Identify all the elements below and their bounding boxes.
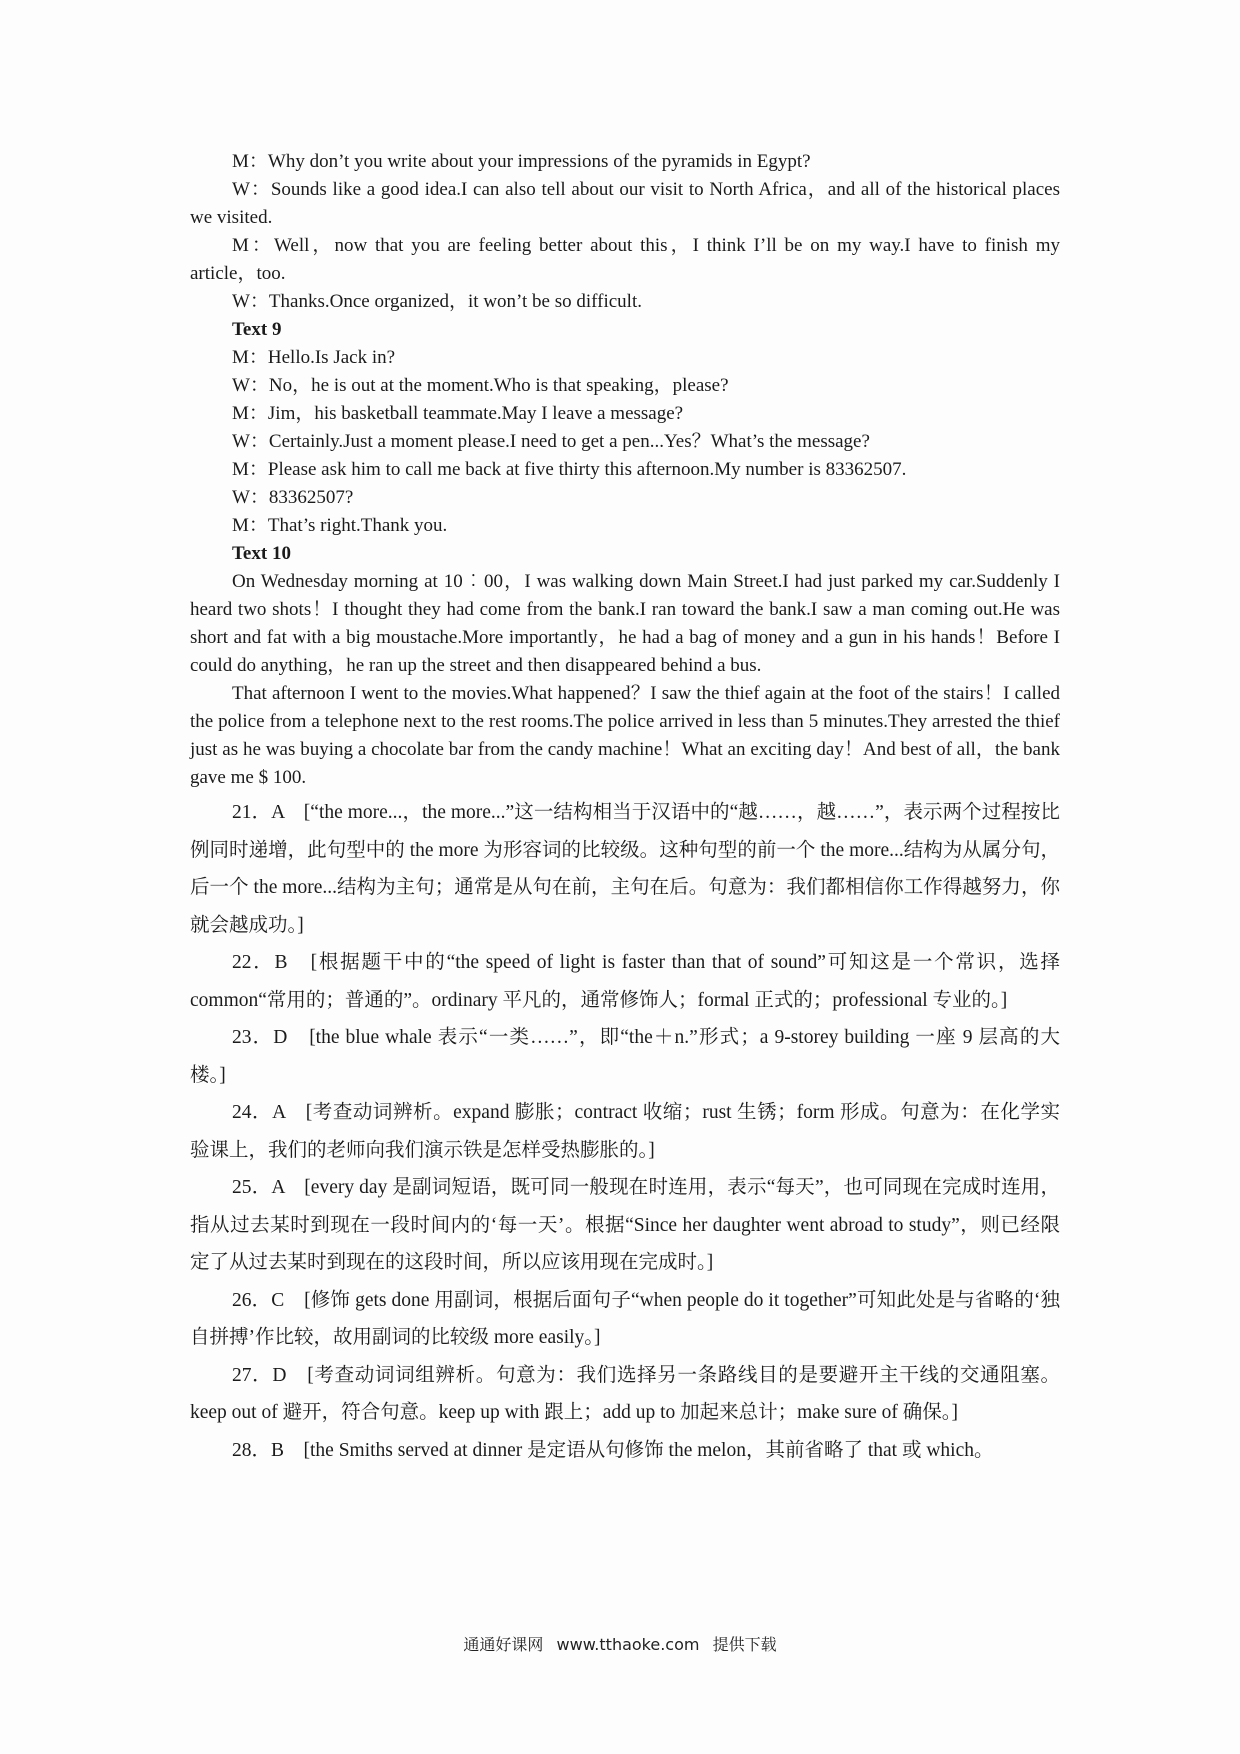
answer-item: 27．D [考查动词词组辨析。句意为：我们选择另一条路线目的是要避开主干线的交通阻塞。keep out of 避开，符合句意。keep up with 跟上；add up to 加起来总计；make sure of 确保。] [190,1364,1060,1423]
transcript-line: M：Hello.Is Jack in? [232,347,396,368]
footer-suffix: 提供下载 [712,1635,777,1654]
answer-item: 25．A [every day 是副词短语，既可同一般现在时连用，表示“每天”，也可同现在完成时连用，指从过去某时到现在一段时间内的‘每一天’。根据“Since her daughter went abroad to study”，则已经限定了从过去某时到现在的这段时间，所以应该用现在完成时。] [190,1177,1060,1273]
page-content [190,148,1060,1469]
listening-transcript [190,148,1060,792]
transcript-line: W：Thanks.Once organized，it won’t be so difficult. [232,291,642,312]
transcript-line: That afternoon I went to the movies.What happened？I saw the thief again at the foot of the stairs！I called the police from a telephone next to the rest rooms.The police arrived in less than 5 minutes.They arrested the thief just as he was buying a chocolate bar from the candy machine！What an exciting day！And best of all，the bank gave me $ 100. [190,683,1060,788]
transcript-line: M：Please ask him to call me back at five thirty this afternoon.My number is 83362507. [232,459,907,480]
answer-explanations [190,794,1060,1469]
answer-item: 24．A [考查动词辨析。expand 膨胀；contract 收缩；rust 生锈；form 形成。句意为：在化学实验课上，我们的老师向我们演示铁是怎样受热膨胀的。] [190,1102,1060,1161]
footer-site-name: 通通好课网 [463,1635,544,1654]
transcript-line: W：No，he is out at the moment.Who is that speaking，please? [232,375,729,396]
transcript-line: M：That’s right.Thank you. [232,515,448,536]
page-footer [0,1632,1240,1655]
transcript-line: W：Sounds like a good idea.I can also tell about our visit to North Africa，and all of the historical places we visited. [190,179,1060,228]
transcript-line: M：Jim，his basketball teammate.May I leave a message? [232,403,684,424]
section-heading: Text 10 [232,543,291,564]
answer-item: 28．B [the Smiths served at dinner 是定语从句修饰 the melon，其前省略了 that 或 which。 [232,1439,994,1461]
answer-item: 26．C [修饰 gets done 用副词，根据后面句子“when people do it together”可知此处是与省略的‘独自拼搏’作比较，故用副词的比较级 more easily。] [190,1289,1060,1348]
section-heading: Text 9 [232,319,282,340]
answer-item: 23．D [the blue whale 表示“一类……”，即“the＋n.”形式；a 9-storey building 一座 9 层高的大楼。] [190,1027,1060,1086]
answer-item: 22．B [根据题干中的“the speed of light is faster than that of sound”可知这是一个常识，选择 common“常用的；普通的”。ordinary 平凡的，通常修饰人；formal 正式的；professional 专业的。] [190,952,1060,1011]
transcript-line: M：Why don’t you write about your impressions of the pyramids in Egypt? [232,151,811,172]
transcript-line: M：Well，now that you are feeling better about this，I think I’ll be on my way.I have to finish my article，too. [190,235,1060,284]
transcript-line: W：Certainly.Just a moment please.I need to get a pen...Yes？What’s the message? [232,431,870,452]
footer-url: www.tthaoke.com [556,1635,700,1654]
answer-item: 21．A [“the more...，the more...”这一结构相当于汉语中的“越……，越……”，表示两个过程按比例同时递增，此句型中的 the more 为形容词的比较级。这种句型的前一个 the more...结构为从属分句，后一个 the more...结构为主句；通常是从句在前，主句在后。句意为：我们都相信你工作得越努力，你就会越成功。] [190,802,1060,936]
transcript-line: On Wednesday morning at 10︰00，I was walking down Main Street.I had just parked my car.Suddenly I heard two shots！I thought they had come from the bank.I ran toward the bank.I saw a man coming out.He was short and fat with a big moustache.More importantly，he had a bag of money and a gun in his hands！Before I could do anything，he ran up the street and then disappeared behind a bus. [190,571,1060,676]
transcript-line: W：83362507? [232,487,354,508]
